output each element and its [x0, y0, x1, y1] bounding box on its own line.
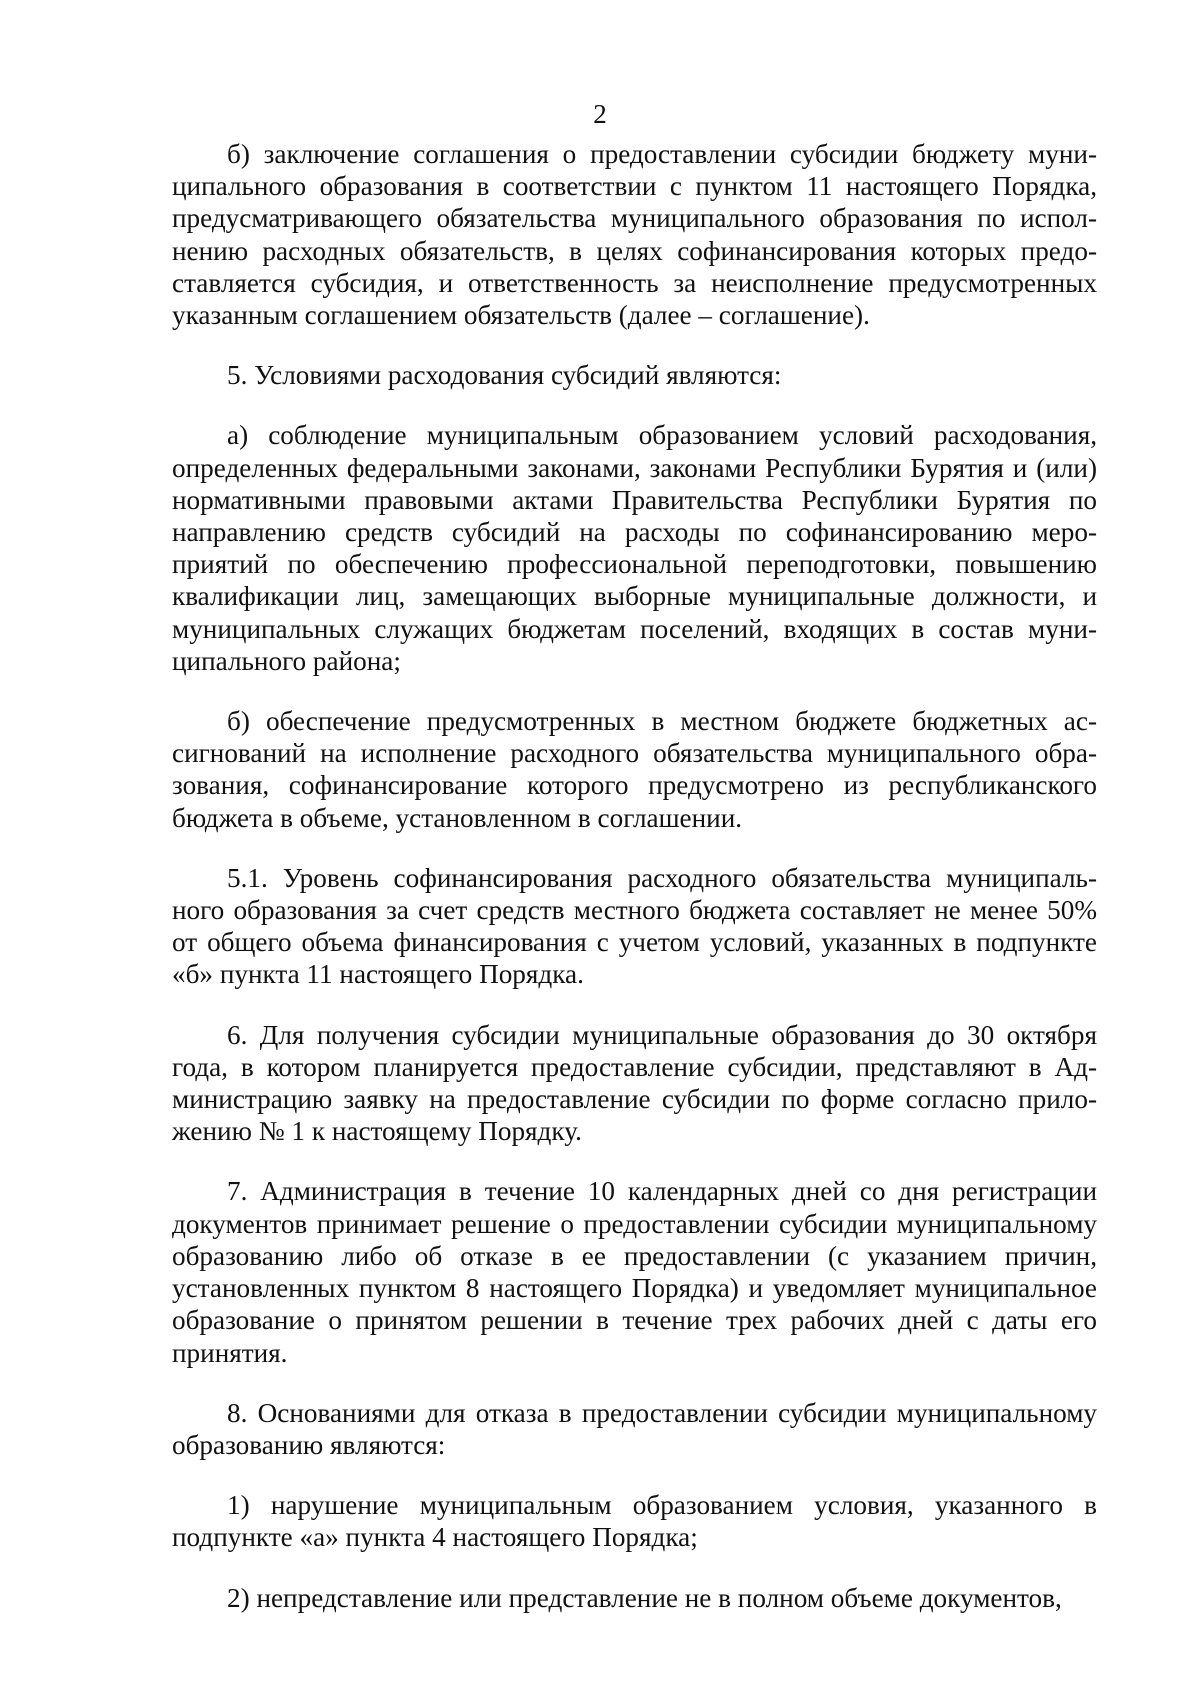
page-number: 2 [593, 99, 607, 129]
paragraph-point-8: 8. Основаниями для отказа в предоставлении субсидии муниципальному образованию являются: [172, 1397, 1097, 1460]
paragraph-subpoint-b-agreement: б) заключение соглашения о предоставлении субсидии бюджету муниципального образования в соответствии с пунктом 11 настоящего Порядка, предусматривающего обязательства муниципального образования по исполнению расходных обязательств, в целях софинансирования которых предоставляется субсидия, и ответственность за неисполнение предусмотренных указанным соглашением обязательств (далее – соглашение). [172, 139, 1097, 331]
paragraph-point-5: 5. Условиями расходования субсидий являются: [227, 360, 782, 391]
document-body [172, 138, 1097, 1642]
paragraph-point-5-b: б) обеспечение предусмотренных в местном бюджете бюджетных ассигнований на исполнение расходного обязательства муниципального образования, софинансирование которого предусмотрено из республиканского бюджета в объеме, установленном в соглашении. [172, 706, 1097, 833]
paragraph-point-6: 6. Для получения субсидии муниципальные образования до 30 октября года, в котором планируется предоставление субсидии, представляют в Администрацию заявку на предоставление субсидии по форме согласно приложению № 1 к настоящему Порядку. [172, 1019, 1097, 1147]
paragraph-point-8-1: 1) нарушение муниципальным образованием условия, указанного в подпункте «а» пункта 4 настоящего Порядка; [172, 1490, 1097, 1553]
paragraph-point-5-a: а) соблюдение муниципальным образованием условий расходования, определенных федеральными законами, законами Республики Бурятия и (или) нормативными правовыми актами Правительства Республики Бурятия по направлению средств субсидий на расходы по софинансированию мероприятий по обеспечению профессиональной переподготовки, повышению квалификации лиц, замещающих выборные муниципальные должности, и муниципальных служащих бюджетам поселений, входящих в состав муниципального района; [172, 420, 1097, 676]
paragraph-point-5-1: 5.1. Уровень софинансирования расходного обязательства муниципального образования за счет средств местного бюджета составляет не менее 50% от общего объема финансирования с учетом условий, указанных в подпункте «б» пункта 11 настоящего Порядка. [172, 862, 1097, 990]
paragraph-point-7: 7. Администрация в течение 10 календарных дней со дня регистрации документов принимает решение о предоставлении субсидии муниципальному образованию либо об отказе в ее предоставлении (с указанием причин, установленных пунктом 8 настоящего Порядка) и уведомляет муниципальное образование о принятом решении в течение трех рабочих дней с даты его принятия. [172, 1176, 1097, 1368]
paragraph-point-8-2: 2) непредставление или представление не в полном объеме документов, [227, 1582, 1062, 1613]
